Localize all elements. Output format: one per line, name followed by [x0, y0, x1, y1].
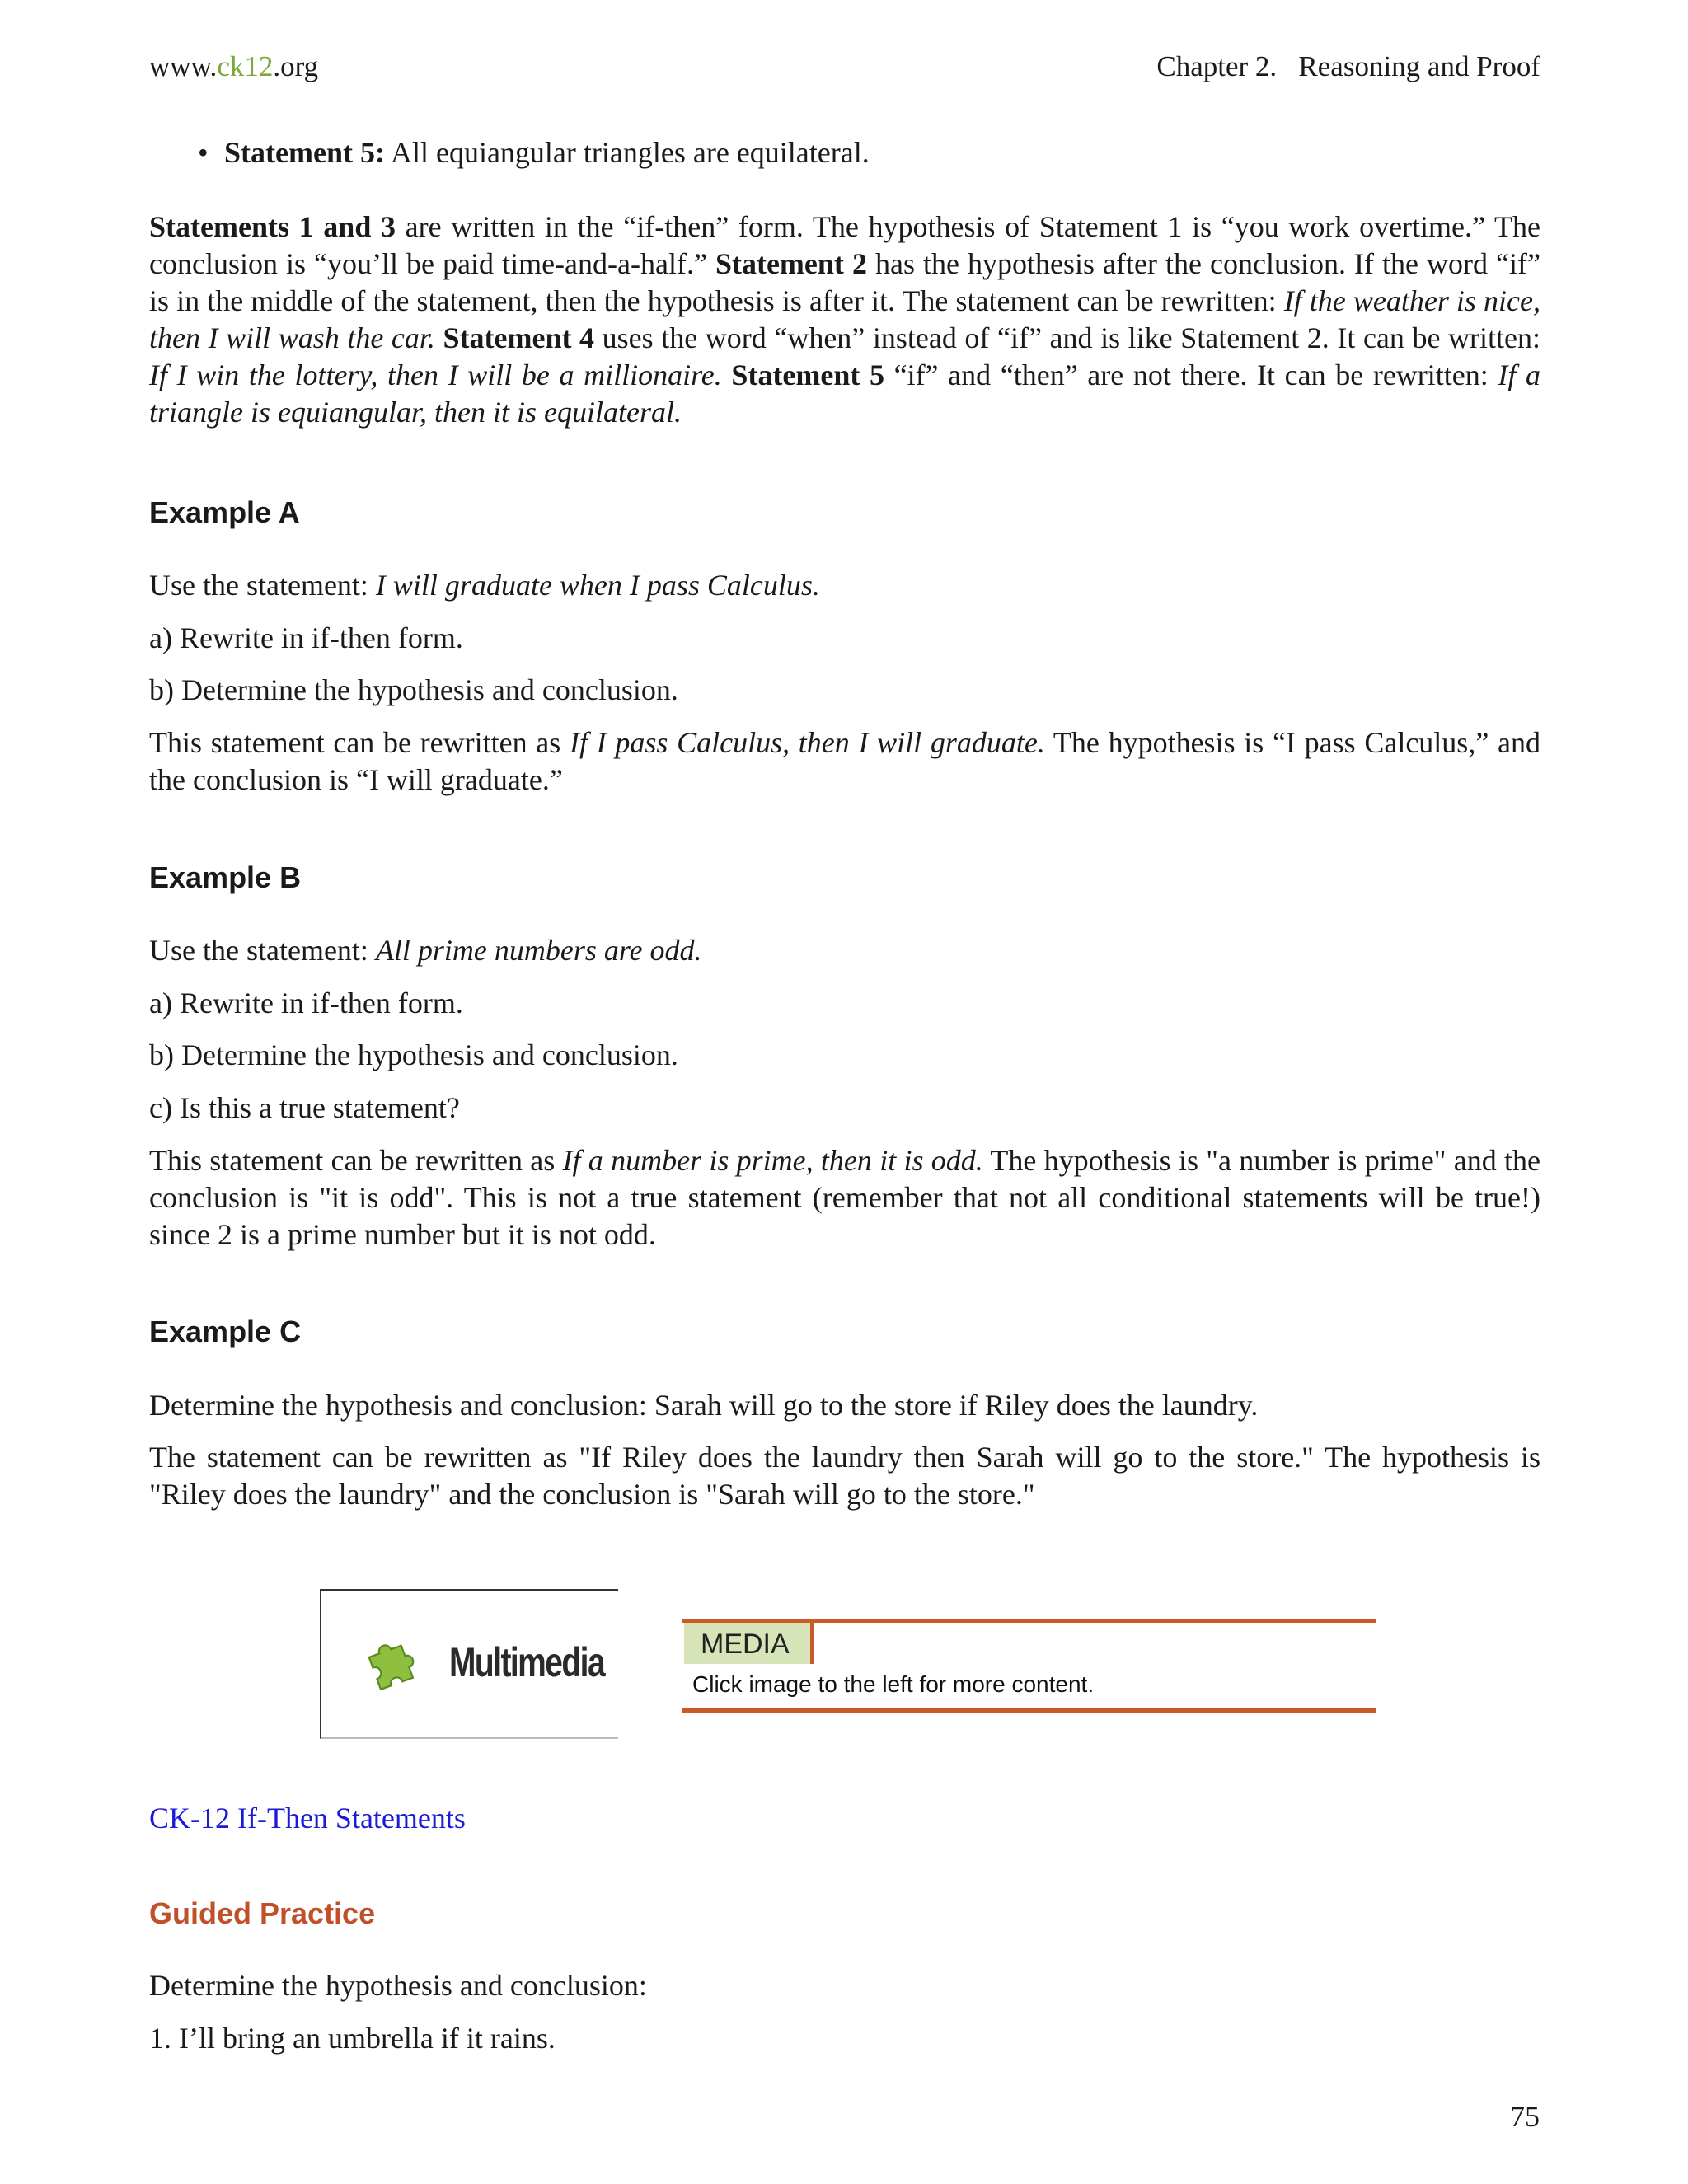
- multimedia-thumbnail[interactable]: [320, 1589, 618, 1739]
- example-b-part-c: c) Is this a true statement?: [149, 1091, 460, 1124]
- example-b-answer: This statement can be rewritten as If a number is prime, then it is odd. The hypothesis is "a number is prime" and the conclusion is "it is odd". This is not a true statement (remember that not all conditional statements will be true!) since 2 is a prime number but it is not odd.: [149, 1144, 1540, 1251]
- statement-5-label: Statement 5:: [224, 136, 385, 169]
- guided-practice-q1: 1. I’ll bring an umbrella if it rains.: [149, 2022, 556, 2055]
- media-bottom-rule: [682, 1708, 1376, 1713]
- guided-practice-intro: Determine the hypothesis and conclusion:: [149, 1969, 647, 2002]
- example-a-part-b: b) Determine the hypothesis and conclusion.: [149, 673, 678, 706]
- guided-practice-heading: Guided Practice: [149, 1896, 376, 1930]
- site-url[interactable]: www.ck12.org: [149, 50, 319, 82]
- media-note: Click image to the left for more content.: [692, 1671, 1095, 1697]
- media-label: MEDIA: [684, 1623, 814, 1664]
- multimedia-label: Multimedia: [449, 1639, 605, 1685]
- media-box: [682, 1619, 1376, 1713]
- example-c-prompt: Determine the hypothesis and conclusion: Sarah will go to the store if Riley does the laundry.: [149, 1389, 1259, 1422]
- example-b-part-b: b) Determine the hypothesis and conclusion.: [149, 1038, 678, 1071]
- statement-5-text: All equiangular triangles are equilateral.: [384, 136, 870, 169]
- example-b-part-a: a) Rewrite in if-then form.: [149, 987, 463, 1019]
- statement-5-bullet: [198, 134, 1517, 171]
- example-b-prompt: Use the statement: All prime numbers are odd.: [149, 934, 702, 967]
- chapter-title: Chapter 2. Reasoning and Proof: [1156, 50, 1540, 82]
- bullet-dot: •: [198, 136, 209, 169]
- example-a-heading: Example A: [149, 495, 300, 529]
- video-link[interactable]: CK-12 If-Then Statements: [149, 1802, 466, 1835]
- puzzle-piece-icon: [361, 1632, 422, 1693]
- example-c-heading: Example C: [149, 1315, 302, 1348]
- page-number: 75: [1510, 2100, 1540, 2133]
- example-c-answer: The statement can be rewritten as "If Riley does the laundry then Sarah will go to the store." The hypothesis is "Riley does the laundry" and the conclusion is "Sarah will go to the store.": [149, 1441, 1540, 1511]
- explanation-paragraph: Statements 1 and 3 are written in the “if-then” form. The hypothesis of Statement 1 is “you work overtime.” The conclusion is “you’ll be paid time-and-a-half.” Statement 2 has the hypothesis after the conclusion. If the word “if” is in the middle of the statement, then the hypothesis is after it. The statement can be rewritten: If the weather is nice, then I will wash the car. Statement 4 uses the word “when” instead of “if” and is like Statement 2. It can be written: If I win the lottery, then I will be a millionaire. Statement 5 “if” and “then” are not there. It can be rewritten: If a triangle is equiangular, then it is equilateral.: [149, 210, 1541, 429]
- page-header: [149, 46, 1540, 87]
- example-b-heading: Example B: [149, 860, 302, 894]
- example-a-part-a: a) Rewrite in if-then form.: [149, 621, 463, 654]
- site-brand: ck12: [217, 50, 274, 82]
- example-a-prompt: Use the statement: I will graduate when I pass Calculus.: [149, 569, 820, 602]
- example-a-answer: This statement can be rewritten as If I pass Calculus, then I will graduate. The hypothesis is “I pass Calculus,” and the conclusion is “I will graduate.”: [149, 726, 1540, 796]
